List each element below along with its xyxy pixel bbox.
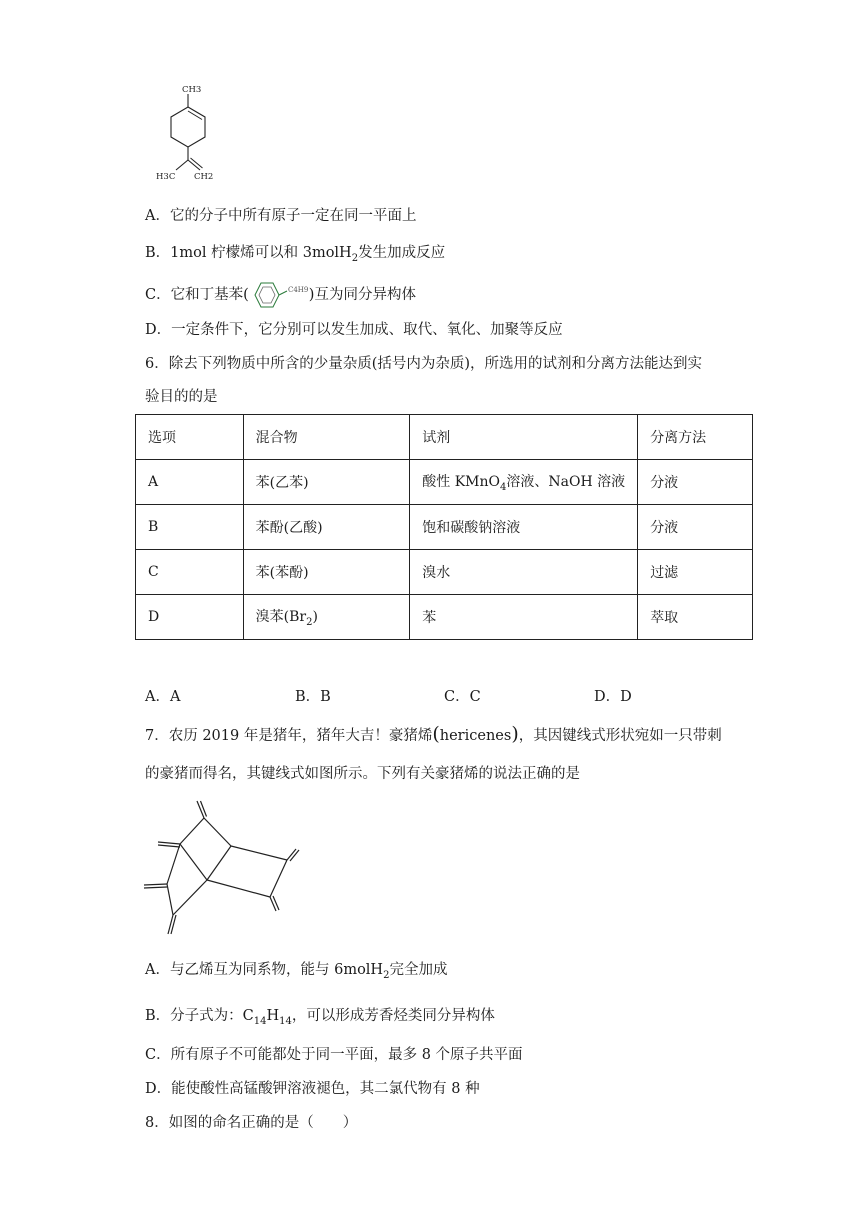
table-row: C 苯(苯酚) 溴水 过滤 (136, 550, 753, 595)
q7-option-c: C．所有原子不可能都处于同一平面，最多 8 个原子共平面 (145, 1047, 523, 1063)
q7-option-b: B．分子式为：$C_{14}H_{14}$，可以形成芳香烃类同分异构体 (145, 1008, 495, 1027)
header-mixture: 混合物 (243, 415, 410, 460)
ch3-label: CH3 (182, 85, 202, 95)
choice-d: D．D (594, 689, 632, 705)
ch2-label: CH2 (194, 172, 214, 182)
hericene-structure-diagram (140, 798, 310, 940)
limonene-structure-diagram (150, 80, 230, 186)
q6-stem-line2: 验目的的是 (145, 389, 218, 405)
q8-stem: 8．如图的命名正确的是（ ） (145, 1115, 358, 1131)
butylbenzene-structure (249, 280, 309, 310)
header-method: 分离方法 (638, 415, 753, 460)
q6-stem-line1: 6．除去下列物质中所含的少量杂质(括号内为杂质)，所选用的试剂和分离方法能达到实 (145, 356, 703, 372)
header-option: 选项 (136, 415, 244, 460)
h3c-label: H3C (156, 172, 176, 182)
q5-option-d: D．一定条件下，它分别可以发生加成、取代、氧化、加聚等反应 (145, 322, 563, 338)
q5-option-c: C．它和丁基苯( C4H9 )互为同分异构体 (145, 280, 416, 310)
q7-option-a: A．与乙烯互为同系物，能与 6molH$_2$完全加成 (145, 962, 448, 981)
c4h9-label: C4H9 (287, 286, 309, 294)
choice-c: C．C (444, 689, 481, 705)
q7-option-d: D．能使酸性高锰酸钾溶液褪色，其二氯代物有 8 种 (145, 1081, 480, 1097)
q5-option-a: A．它的分子中所有原子一定在同一平面上 (145, 208, 417, 224)
q6-table (135, 414, 753, 640)
q7-stem-line1: 7．农历 2019 年是猪年，猪年大吉！豪猪烯(hericenes)，其因键线式形状宛如一只带刺 (145, 723, 722, 745)
q7-stem-line2: 的豪猪而得名，其键线式如图所示。下列有关豪猪烯的说法正确的是 (145, 766, 580, 782)
table-row: D 溴苯$(Br_2)$ 苯 萃取 (136, 595, 753, 640)
table-header-row (136, 415, 753, 460)
table-row: A 苯(乙苯) 酸性 KMnO$_4$溶液、NaOH 溶液 分液 (136, 460, 753, 505)
choice-a: A．A (145, 689, 181, 705)
header-reagent: 试剂 (410, 415, 638, 460)
table-row: B 苯酚(乙酸) 饱和碳酸钠溶液 分液 (136, 505, 753, 550)
q5-option-b: B．1mol 柠檬烯可以和 3molH$_2$发生加成反应 (145, 245, 446, 264)
choice-b: B．B (295, 689, 331, 705)
